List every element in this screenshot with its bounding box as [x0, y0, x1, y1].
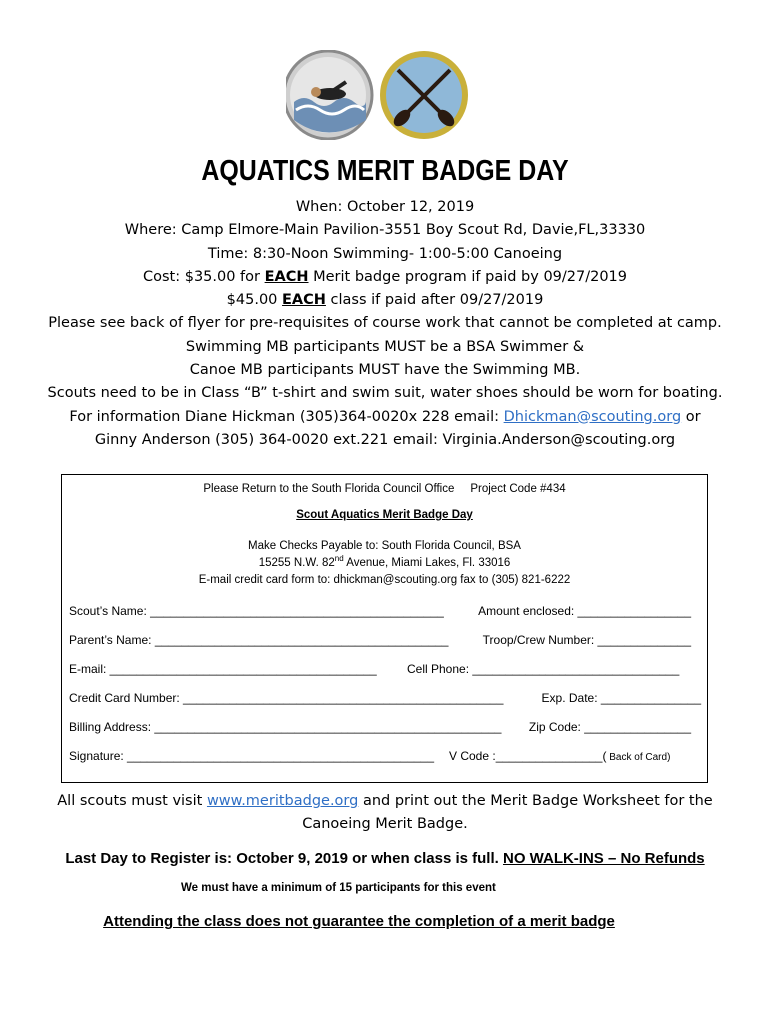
each-emphasis: EACH: [282, 292, 326, 309]
cost-line-2: [0, 289, 770, 312]
meritbadge-link[interactable]: www.meritbadge.org: [206, 793, 359, 809]
payment-address: [62, 538, 707, 589]
address-text: Avenue, Miami Lakes, Fl. 33016: [343, 557, 511, 569]
signature-field[interactable]: Signature: ______________________________________________: [69, 749, 435, 763]
dress-code: Scouts need to be in Class “B” t-shirt and swim suit, water shoes should be worn for boating.: [47, 385, 723, 402]
swim-requirement: Swimming MB participants MUST be a BSA Swimmer &: [185, 338, 585, 355]
email-instructions: E-mail credit card form to: dhickman@scouting.org fax to (305) 821-6222: [198, 574, 571, 586]
canoeing-line: Canoeing Merit Badge.: [302, 816, 468, 832]
troop-field[interactable]: Troop/Crew Number: ______________: [482, 633, 691, 647]
cost-text: Merit badge program if paid by 09/27/2019: [308, 268, 628, 285]
visit-text: and print out the Merit Badge Worksheet for the: [358, 793, 713, 809]
vcode-field[interactable]: [449, 749, 670, 763]
registration-form: [61, 474, 708, 783]
event-info: [0, 196, 770, 452]
cell-phone-field[interactable]: Cell Phone: _______________________________: [407, 662, 680, 676]
zip-code-field[interactable]: Zip Code: ________________: [528, 720, 691, 734]
cost-text: Cost: $35.00 for: [142, 268, 265, 285]
deadline-text: Last Day to Register is: October 9, 2019 or when class is full.: [65, 850, 503, 867]
contact-text: or: [681, 408, 701, 425]
contact-line-1: [0, 406, 770, 429]
cost-line-1: [0, 266, 770, 289]
exp-date-field[interactable]: Exp. Date: _______________: [541, 691, 701, 705]
address-sup: nd: [334, 554, 344, 564]
visit-line: [0, 790, 770, 813]
where-line: Where: Camp Elmore-Main Pavilion-3551 Boy Scout Rd, Davie,FL,33330: [124, 222, 646, 239]
visit-text: All scouts must visit: [57, 793, 207, 809]
no-walkins-text: NO WALK-INS – No Refunds: [502, 850, 705, 867]
time-line: Time: 8:30-Noon Swimming- 1:00-5:00 Canoeing: [207, 245, 563, 262]
return-instructions: Please Return to the South Florida Council Office Project Code #434: [203, 483, 566, 495]
registration-deadline: [0, 850, 770, 867]
canoeing-badge-icon: [380, 51, 468, 139]
address-line: [62, 555, 707, 572]
cost-text: class if paid after 09/27/2019: [325, 292, 544, 309]
address-text: 15255 N.W. 82: [258, 557, 335, 569]
canoe-requirement: Canoe MB participants MUST have the Swimming MB.: [189, 362, 581, 379]
scout-name-field[interactable]: Scout’s Name: ____________________________________________: [69, 604, 444, 618]
worksheet-notice: [0, 790, 770, 836]
billing-address-field[interactable]: Billing Address: ____________________________________________________: [69, 720, 502, 734]
amount-field[interactable]: Amount enclosed: _________________: [478, 604, 691, 618]
minimum-participants: We must have a minimum of 15 participants for this event: [181, 882, 496, 894]
contact-text: For information Diane Hickman (305)364-0020x 228 email:: [69, 408, 504, 425]
contact-line-2: Ginny Anderson (305) 364-0020 ext.221 email: Virginia.Anderson@scouting.org: [94, 431, 676, 448]
email-link[interactable]: Dhickman@scouting.org: [503, 408, 682, 425]
page-title: AQUATICS MERIT BADGE DAY: [201, 155, 569, 187]
attendance-disclaimer: Attending the class does not guarantee the completion of a merit badge: [103, 913, 615, 930]
cost-text: $45.00: [226, 292, 283, 309]
prereq-line: Please see back of flyer for pre-requisites of course work that cannot be completed at camp.: [48, 315, 722, 332]
vcode-label: V Code :________________(: [449, 749, 607, 763]
merit-badge-images: [286, 50, 486, 140]
swimming-badge-icon: [286, 51, 372, 139]
back-of-card-note: Back of Card): [606, 752, 671, 763]
checks-line: Make Checks Payable to: South Florida Council, BSA: [248, 540, 521, 552]
form-title: Scout Aquatics Merit Badge Day: [296, 509, 473, 521]
parent-name-field[interactable]: Parent’s Name: ____________________________________________: [69, 633, 449, 647]
when-line: When: October 12, 2019: [295, 199, 475, 215]
credit-card-field[interactable]: Credit Card Number: ________________________________________________: [69, 691, 504, 705]
each-emphasis: EACH: [264, 268, 309, 285]
email-field[interactable]: E-mail: ________________________________________: [69, 662, 377, 676]
